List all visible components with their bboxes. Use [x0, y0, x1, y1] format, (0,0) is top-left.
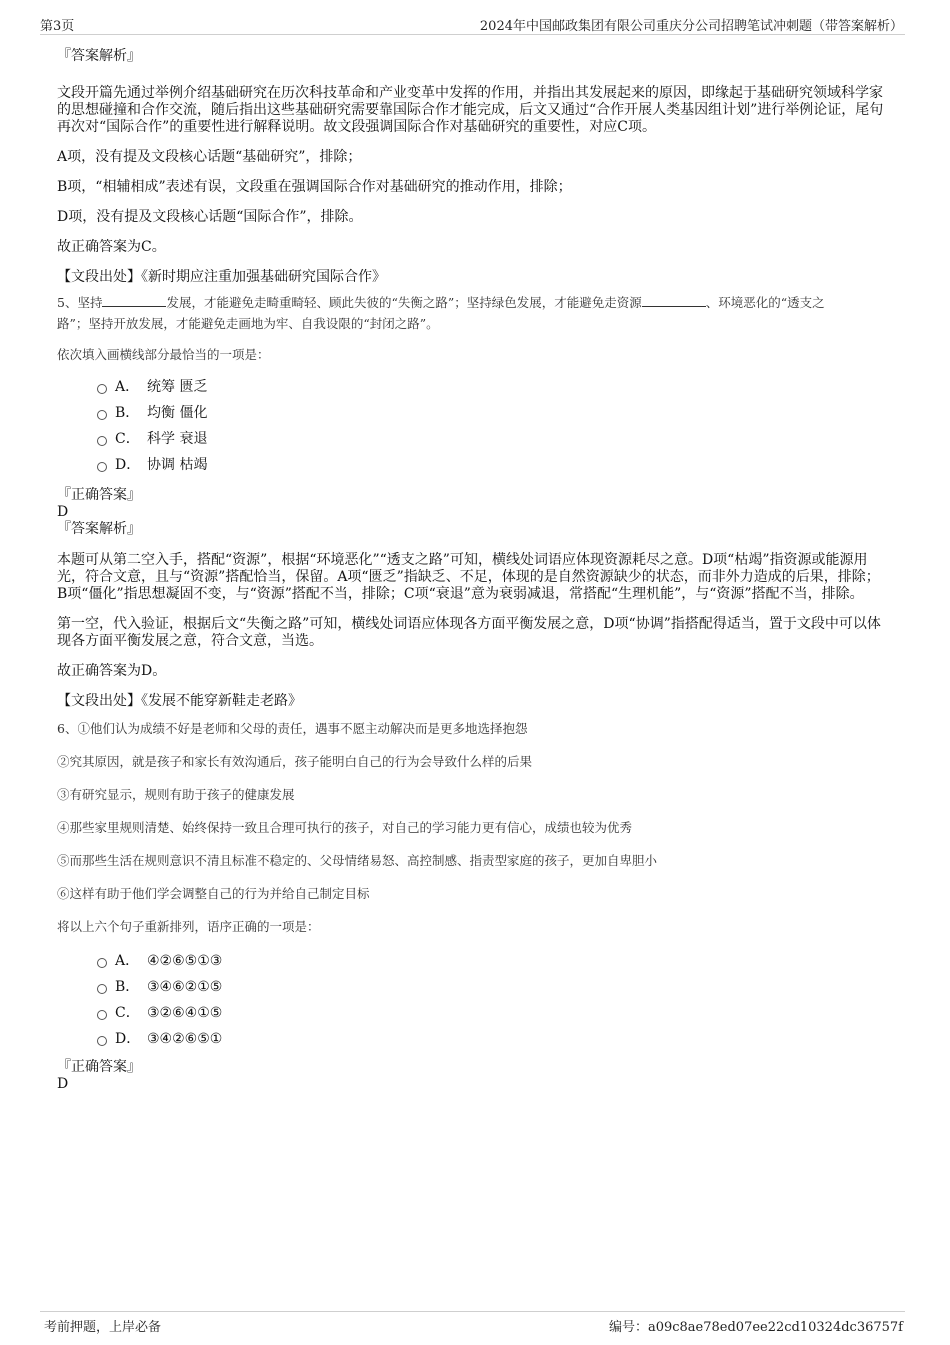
- q5-blank-2: [642, 294, 706, 307]
- q5-analysis-para: 本题可从第二空入手，搭配“资源”，根据“环境恶化”“透支之路”可知，横线处词语应体现资源耗尽之意。D项“枯竭”指资源或能源用光，符合文意，且与“资源”搭配恰当，保留。A项“匮乏”指缺乏、不足，体现的是自然资源缺少的状态，而非外力造成的后果，排除；B项“僵化”指思想凝固不变，与“资源”搭配不当，排除；C项“衰退”意为衰弱减退，常搭配“生理机能”，与“资源”搭配不当，排除。: [57, 552, 880, 602]
- q6-sentence-4: ④那些家里规则清楚、始终保持一致且合理可执行的孩子，对自己的学习能力更有信心，成绩也较为优秀: [57, 820, 633, 835]
- q5-source: 【文段出处】《发展不能穿新鞋走老路》: [57, 693, 302, 709]
- option-label: C．: [115, 431, 140, 447]
- q5-analysis-title: 『答案解析』: [57, 521, 141, 537]
- q6-sentence-5: ⑤而那些生活在规则意识不清且标准不稳定的、父母情绪易怒、高控制感、指责型家庭的孩子，更加自卑胆小: [57, 853, 658, 868]
- radio-button[interactable]: [97, 410, 107, 420]
- document-body: [57, 44, 887, 1093]
- option-text: ④②⑥⑤①③: [147, 953, 223, 969]
- q5-stem-part1: 5、坚持: [57, 295, 103, 310]
- option-text: ③④⑥②①⑤: [147, 979, 223, 995]
- q5-option-b[interactable]: [97, 403, 887, 429]
- q6-prompt: 将以上六个句子重新排列，语序正确的一项是：: [57, 919, 320, 934]
- q5-blank-1: [102, 294, 166, 307]
- page-footer: [40, 1311, 905, 1336]
- q6-option-b[interactable]: [97, 977, 887, 1003]
- option-text: 协调 枯竭: [147, 457, 208, 473]
- q6-answer: D: [57, 1076, 69, 1092]
- option-label: C．: [115, 1005, 140, 1021]
- radio-button[interactable]: [97, 984, 107, 994]
- q5-stem: [57, 292, 887, 313]
- option-text: 统筹 匮乏: [147, 379, 208, 395]
- document-title: 2024年中国邮政集团有限公司重庆分公司招聘笔试冲刺题（带答案解析）: [479, 19, 903, 34]
- q6-sentence-3: ③有研究显示，规则有助于孩子的健康发展: [57, 787, 295, 802]
- q5-answer: D: [57, 504, 69, 520]
- q6-sentence-1: 6、①他们认为成绩不好是老师和父母的责任，遇事不愿主动解决而是更多地选择抱怨: [57, 721, 528, 736]
- option-text: ③②⑥④①⑤: [147, 1005, 223, 1021]
- radio-button[interactable]: [97, 1010, 107, 1020]
- q5-option-a[interactable]: [97, 377, 887, 403]
- q6-sentence-6: ⑥这样有助于他们学会调整自己的行为并给自己制定目标: [57, 886, 370, 901]
- footer-slogan: 考前押题，上岸必备: [44, 1320, 162, 1335]
- q5-option-d[interactable]: [97, 455, 887, 481]
- q5-options: [57, 377, 887, 481]
- option-label: A．: [115, 953, 140, 969]
- q5-stem-line2: 路”；坚持开放发展，才能避免走画地为牢、自我设限的“封闭之路”。: [57, 316, 439, 331]
- radio-button[interactable]: [97, 436, 107, 446]
- option-label: B．: [115, 405, 140, 421]
- q6-answer-title: 『正确答案』: [57, 1059, 141, 1075]
- page-header: [40, 14, 905, 35]
- q5-answer-title: 『正确答案』: [57, 487, 141, 503]
- q5-prompt: 依次填入画横线部分最恰当的一项是：: [57, 347, 270, 362]
- q4-option-d-analysis: D项，没有提及文段核心话题“国际合作”，排除。: [57, 209, 363, 225]
- q4-analysis-title: 『答案解析』: [57, 48, 141, 64]
- radio-button[interactable]: [97, 462, 107, 472]
- q4-source: 【文段出处】《新时期应注重加强基础研究国际合作》: [57, 269, 386, 285]
- radio-button[interactable]: [97, 384, 107, 394]
- q5-stem-part3: 、环境恶化的“透支之: [705, 295, 825, 310]
- q4-conclusion: 故正确答案为C。: [57, 239, 166, 255]
- option-label: B．: [115, 979, 140, 995]
- page-number: 第3页: [40, 19, 75, 34]
- radio-button[interactable]: [97, 1036, 107, 1046]
- q5-stem-part2: 发展，才能避免走畸重畸轻、顾此失彼的“失衡之路”；坚持绿色发展，才能避免走资源: [166, 295, 642, 310]
- q6-option-c[interactable]: [97, 1003, 887, 1029]
- option-text: 均衡 僵化: [147, 405, 208, 421]
- radio-button[interactable]: [97, 958, 107, 968]
- q6-option-a[interactable]: [97, 951, 887, 977]
- q5-analysis-para2: 第一空，代入验证，根据后文“失衡之路”可知，横线处词语应体现各方面平衡发展之意，D项“协调”指搭配得适当，置于文段中可以体现各方面平衡发展之意，符合文意，当选。: [57, 616, 881, 649]
- q6-sentence-2: ②究其原因，就是孩子和家长有效沟通后，孩子能明白自己的行为会导致什么样的后果: [57, 754, 533, 769]
- q6-option-d[interactable]: [97, 1029, 887, 1055]
- q4-analysis-para: 文段开篇先通过举例介绍基础研究在历次科技革命和产业变革中发挥的作用，并指出其发展起来的原因，即缘起于基础研究领域科学家的思想碰撞和合作交流，随后指出这些基础研究需要靠国际合作才能完成，后文又通过“合作开展人类基因组计划”进行举例论证，尾句再次对“国际合作”的重要性进行解释说明。故文段强调国际合作对基础研究的重要性，对应C项。: [57, 85, 884, 135]
- option-text: ③④②⑥⑤①: [147, 1031, 223, 1047]
- q6-options: [57, 951, 887, 1055]
- option-label: D．: [115, 457, 141, 473]
- q5-conclusion: 故正确答案为D。: [57, 663, 167, 679]
- option-label: D．: [115, 1031, 141, 1047]
- q4-option-b-analysis: B项，“相辅相成”表述有误，文段重在强调国际合作对基础研究的推动作用，排除；: [57, 179, 572, 195]
- option-label: A．: [115, 379, 140, 395]
- q4-option-a-analysis: A项，没有提及文段核心话题“基础研究”，排除；: [57, 149, 362, 165]
- document-id: 编号：a09c8ae78ed07ee22cd10324dc36757f: [608, 1320, 903, 1335]
- option-text: 科学 衰退: [147, 431, 208, 447]
- q5-option-c[interactable]: [97, 429, 887, 455]
